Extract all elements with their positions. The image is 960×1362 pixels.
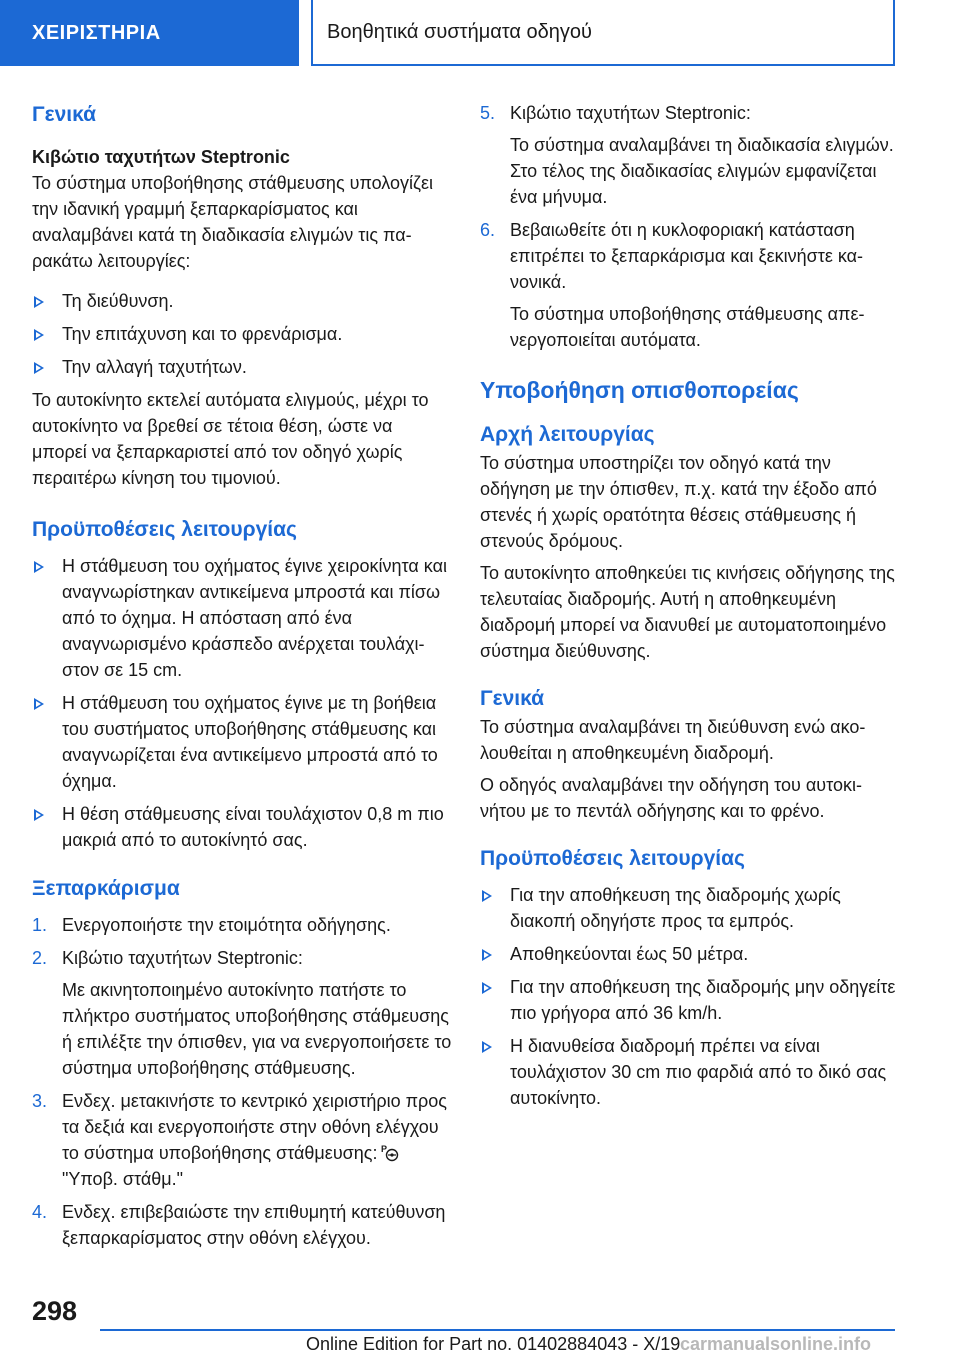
list-item-text: Η διανυθείσα διαδρομή πρέπει να είναι τουλάχιστον 30 cm πιο φαρδιά από το δικό σας αυτοκίνητο. [510, 1036, 887, 1108]
list-item [32, 288, 452, 314]
watermark: carmanualsonline.info [680, 1334, 872, 1354]
step-item [32, 912, 452, 938]
prereq-list [32, 553, 452, 853]
step-text: Ενδεχ. επιβεβαιώστε την επιθυμητή κατεύθυνση ξεπαρκαρίσματος στην οθόνη ελέγχου. [62, 1202, 446, 1248]
step-item [480, 100, 900, 210]
step-text: Κιβώτιο ταχυτήτων Steptronic: [62, 948, 303, 968]
right-column [480, 100, 900, 1118]
prereq-heading: Προϋποθέσεις λειτουργίας [32, 518, 297, 541]
unpark-heading: Ξεπαρκάρισμα [32, 877, 180, 900]
triangle-bullet-icon [34, 698, 44, 710]
list-item-text: Τη διεύθυνση. [62, 291, 174, 311]
list-item-text: Η στάθμευση του οχήματος έγινε χειροκίνητα και αναγνωρίστηκαν αντικείμενα μπροστά και πίσω από το όχημα. Η απόσταση από ένα αναγνωρισμένο κράσπεδο ανέρχεται τουλάχιστον σε 15 cm. [62, 556, 447, 680]
step-item [32, 1088, 452, 1192]
footer-divider [100, 1329, 895, 1331]
list-item-text: Αποθηκεύονται έως 50 μέτρα. [510, 944, 749, 964]
step-text: "Υποβ. στάθμ." [62, 1169, 184, 1189]
step-number: 1. [32, 915, 48, 935]
step-text: Ενεργοποιήστε την ετοιμότητα οδήγησης. [62, 915, 391, 935]
unpark-steps-continued [480, 100, 900, 353]
triangle-bullet-icon [34, 362, 44, 374]
list-item-text: Η θέση στάθμευσης είναι τουλάχιστον 0,8 m πιο μακριά από το αυτοκίνητό σας. [62, 804, 444, 850]
step-number: 2. [32, 948, 48, 968]
list-item-text: Η στάθμευση του οχήματος έγινε με τη βοήθεια του συστήματος υποβοήθησης στάθμευσης και αναγνωρίζεται ένα αντικείμενο μπροστά από το όχημα. [62, 693, 438, 791]
list-item [32, 553, 452, 683]
triangle-bullet-icon [482, 949, 492, 961]
list-item [32, 690, 452, 794]
step-text: Κιβώτιο ταχυτήτων Steptronic: [510, 103, 751, 123]
chapter-tab[interactable]: ΧΕΙΡΙΣΤΗΡΙΑ [0, 0, 299, 66]
general-paragraph: Το σύστημα αναλαμβάνει τη διεύθυνση ενώ ακολουθείται η αποθηκευμένη διαδρομή. [480, 717, 866, 763]
triangle-bullet-icon [34, 329, 44, 341]
list-item-text: Για την αποθήκευση της διαδρομής χωρίς διακοπή οδηγήστε προς τα εμπρός. [510, 885, 841, 931]
maneuver-paragraph: Το αυτοκίνητο εκτελεί αυτόματα ελιγμούς, μέχρι το αυτοκίνητο να βρεθεί σε τέτοια θέση, ώστε να μπορεί να ξεπαρκαριστεί από τον οδηγό χωρίς περαιτέρω κίνηση του τιμονιού. [32, 390, 429, 488]
triangle-bullet-icon [34, 561, 44, 573]
triangle-bullet-icon [482, 982, 492, 994]
page-header [0, 0, 960, 66]
general-heading: Γενικά [32, 103, 97, 126]
list-item-text: Για την αποθήκευση της διαδρομής μην οδηγείτε πιο γρήγορα από 36 km/h. [510, 977, 896, 1023]
left-column [32, 100, 452, 1258]
step-number: 6. [480, 220, 496, 240]
page-number: 298 [32, 1296, 78, 1326]
list-item [32, 801, 452, 853]
step-item [480, 217, 900, 353]
triangle-bullet-icon [482, 1041, 492, 1053]
principle-paragraph: Το αυτοκίνητο αποθηκεύει τις κινήσεις οδήγησης της τελευταίας διαδρομής. Αυτή η αποθηκευμένη διαδρομή μπορεί να διανυθεί με αυτοματοποιημένο σύστημα διεύθυνσης. [480, 563, 895, 661]
list-item [480, 1033, 900, 1111]
list-item-text: Την επιτάχυνση και το φρενάρισμα. [62, 324, 343, 344]
park-assist-icon [381, 1144, 399, 1162]
principle-paragraph: Το σύστημα υποστηρίζει τον οδηγό κατά την οδήγηση με την όπισθεν, π.χ. κατά την έξοδο από στενές ή χωρίς ορατότητα θέσεις στάθμευσης ή στενούς δρόμους. [480, 453, 877, 551]
prereq-list-right [480, 882, 900, 1111]
list-item-text: Την αλλαγή ταχυτήτων. [62, 357, 247, 377]
reverse-assist-heading: Υποβοήθηση οπισθοπορείας [480, 377, 799, 403]
list-item [32, 321, 452, 347]
step-text: Με ακινητοποιημένο αυτοκίνητο πατήστε το πλήκτρο συστήματος υποβοήθησης στάθμευσης ή επιλέξτε την όπισθεν, για να ενεργοποιήσετε το σύστημα υποβοήθησης στάθμευσης. [62, 980, 452, 1078]
unpark-steps [32, 912, 452, 1251]
list-item [32, 354, 452, 380]
list-item [480, 941, 900, 967]
general-heading-right: Γενικά [480, 687, 545, 710]
step-number: 3. [32, 1091, 48, 1111]
general-paragraph: Ο οδηγός αναλαμβάνει την οδήγηση του αυτοκινήτου με το πεντάλ οδήγησης και το φρένο. [480, 775, 862, 821]
step-number: 5. [480, 103, 496, 123]
step-text: Ενδεχ. μετακινήστε το κεντρικό χειριστήριο προς τα δεξιά και ενεργοποιήστε στην οθόνη ελέγχου το σύστημα υποβοήθησης στάθμευσης: [62, 1091, 447, 1163]
principle-heading: Αρχή λειτουργίας [480, 423, 655, 446]
triangle-bullet-icon [34, 296, 44, 308]
section-title: Βοηθητικά συστήματα οδηγού [311, 0, 895, 66]
prereq-heading-right: Προϋποθέσεις λειτουργίας [480, 847, 745, 870]
step-text: Βεβαιωθείτε ότι η κυκλοφοριακή κατάσταση επιτρέπει το ξεπαρκάρισμα και ξεκινήστε κανονικά. [510, 220, 864, 292]
list-item [480, 882, 900, 934]
step-text: Το σύστημα αναλαμβάνει τη διαδικασία ελιγμών. Στο τέλος της διαδικασίας ελιγμών εμφανίζεται ένα μήνυμα. [510, 135, 894, 207]
svg-text:P: P [381, 1144, 388, 1154]
steptronic-subheading: Κιβώτιο ταχυτήτων Steptronic [32, 147, 290, 167]
function-list [32, 288, 452, 380]
step-text: Το σύστημα υποβοήθησης στάθμευσης απενεργοποιείται αυτόματα. [510, 304, 865, 350]
triangle-bullet-icon [482, 890, 492, 902]
intro-paragraph: Το σύστημα υποβοήθησης στάθμευσης υπολογίζει την ιδανική γραμμή ξεπαρκαρίσματος και αναλαμβάνει κατά τη διαδικασία ελιγμών τις παρακάτω λειτουργίες: [32, 173, 433, 271]
step-item [32, 1199, 452, 1251]
step-item [32, 945, 452, 1081]
step-number: 4. [32, 1202, 48, 1222]
triangle-bullet-icon [34, 809, 44, 821]
list-item [480, 974, 900, 1026]
edition-info: Online Edition for Part no. 01402884043 - X/19 [306, 1334, 681, 1354]
